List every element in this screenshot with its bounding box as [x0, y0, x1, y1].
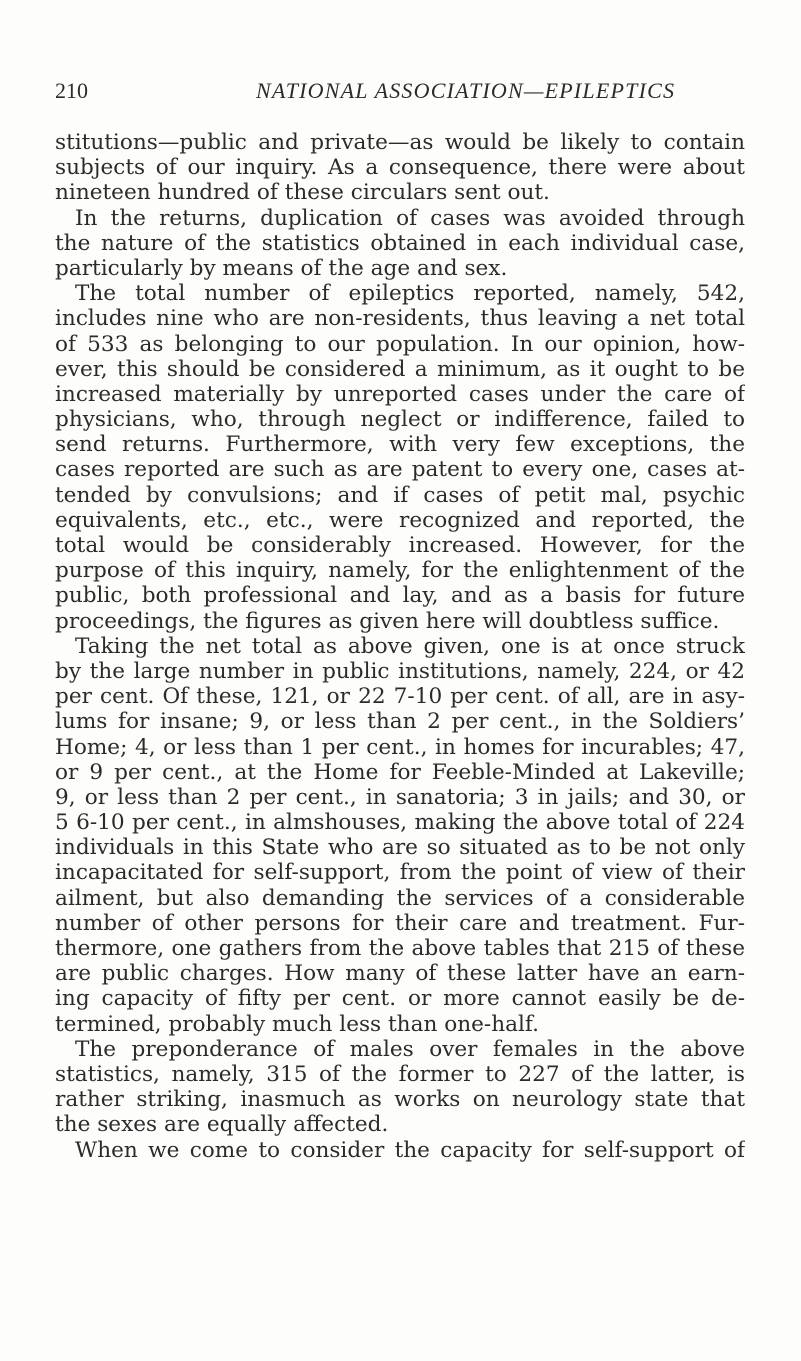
page-header: [55, 78, 745, 108]
text-line: total would be considerably increased. However, for the: [55, 533, 745, 558]
text-line: thermore, one gathers from the above tables that 215 of these: [55, 936, 745, 961]
text-line: incapacitated for self-support, from the point of view of their: [55, 860, 745, 886]
text-line: 5 6-10 per cent., in almshouses, making the above total of 224: [55, 810, 745, 836]
text-line: stitutions—public and private—as would be likely to contain: [55, 130, 745, 155]
text-line: ing capacity of fifty per cent. or more cannot easily be de-: [55, 986, 745, 1012]
text-line: the nature of the statistics obtained in each individual case,: [55, 230, 745, 256]
text-line: The preponderance of males over females in the above: [75, 1036, 745, 1062]
text-line: per cent. Of these, 121, or 22 7-10 per cent. of all, are in asy-: [55, 684, 745, 710]
text-line: statistics, namely, 315 of the former to 227 of the latter, is: [55, 1061, 745, 1087]
text-line: the sexes are equally affected.: [55, 1112, 389, 1138]
text-line: public, both professional and lay, and as a basis for future: [55, 583, 745, 609]
text-line: In the returns, duplication of cases was avoided through: [75, 205, 745, 231]
text-line: purpose of this inquiry, namely, for the enlightenment of the: [55, 558, 745, 584]
text-line: rather striking, inasmuch as works on neurology state that: [55, 1087, 745, 1113]
text-line: includes nine who are non-residents, thus leaving a net total: [55, 306, 745, 332]
text-line: equivalents, etc., etc., were recognized and reported, the: [55, 507, 745, 533]
text-line: Home; 4, or less than 1 per cent., in homes for incurables; 47,: [55, 734, 745, 760]
text-line: increased materially by unreported cases under the care of: [55, 381, 745, 407]
text-line: termined, probably much less than one-half.: [55, 1011, 539, 1037]
text-line: number of other persons for their care and treatment. Fur-: [55, 910, 745, 936]
text-line: cases reported are such as are patent to every one, cases at-: [55, 457, 745, 483]
text-line: 9, or less than 2 per cent., in sanatoria; 3 in jails; and 30, or: [55, 784, 745, 810]
text-line: ever, this should be considered a minimum, as it ought to be: [55, 356, 745, 382]
text-line: tended by convulsions; and if cases of petit mal, psychic: [55, 482, 745, 508]
text-line: proceedings, the figures as given here will doubtless suffice.: [55, 608, 720, 634]
text-line: or 9 per cent., at the Home for Feeble-Minded at Lakeville;: [55, 759, 745, 785]
page-number: 210: [55, 78, 88, 103]
text-line: ailment, but also demanding the services of a considerable: [55, 885, 745, 911]
text-line: of 533 as belonging to our population. In our opinion, how-: [55, 331, 745, 357]
text-line: are public charges. How many of these latter have an earn-: [55, 961, 745, 987]
text-line: particularly by means of the age and sex.: [55, 255, 508, 281]
text-line: nineteen hundred of these circulars sent out.: [55, 180, 550, 206]
body-text: [55, 130, 745, 1163]
text-line: by the large number in public institutions, namely, 224, or 42: [55, 658, 745, 684]
running-head: NATIONAL ASSOCIATION—EPILEPTICS: [256, 78, 676, 103]
text-line: Taking the net total as above given, one is at once struck: [75, 633, 745, 659]
text-line: subjects of our inquiry. As a consequence, there were about: [55, 155, 745, 181]
text-line: individuals in this State who are so situated as to be not only: [55, 835, 745, 861]
text-line: send returns. Furthermore, with very few exceptions, the: [55, 432, 745, 458]
text-line: physicians, who, through neglect or indifference, failed to: [55, 407, 745, 433]
text-line: The total number of epileptics reported, namely, 542,: [75, 281, 745, 307]
text-line: lums for insane; 9, or less than 2 per cent., in the Soldiers’: [55, 709, 745, 735]
text-line: When we come to consider the capacity for self-support of: [75, 1137, 745, 1163]
